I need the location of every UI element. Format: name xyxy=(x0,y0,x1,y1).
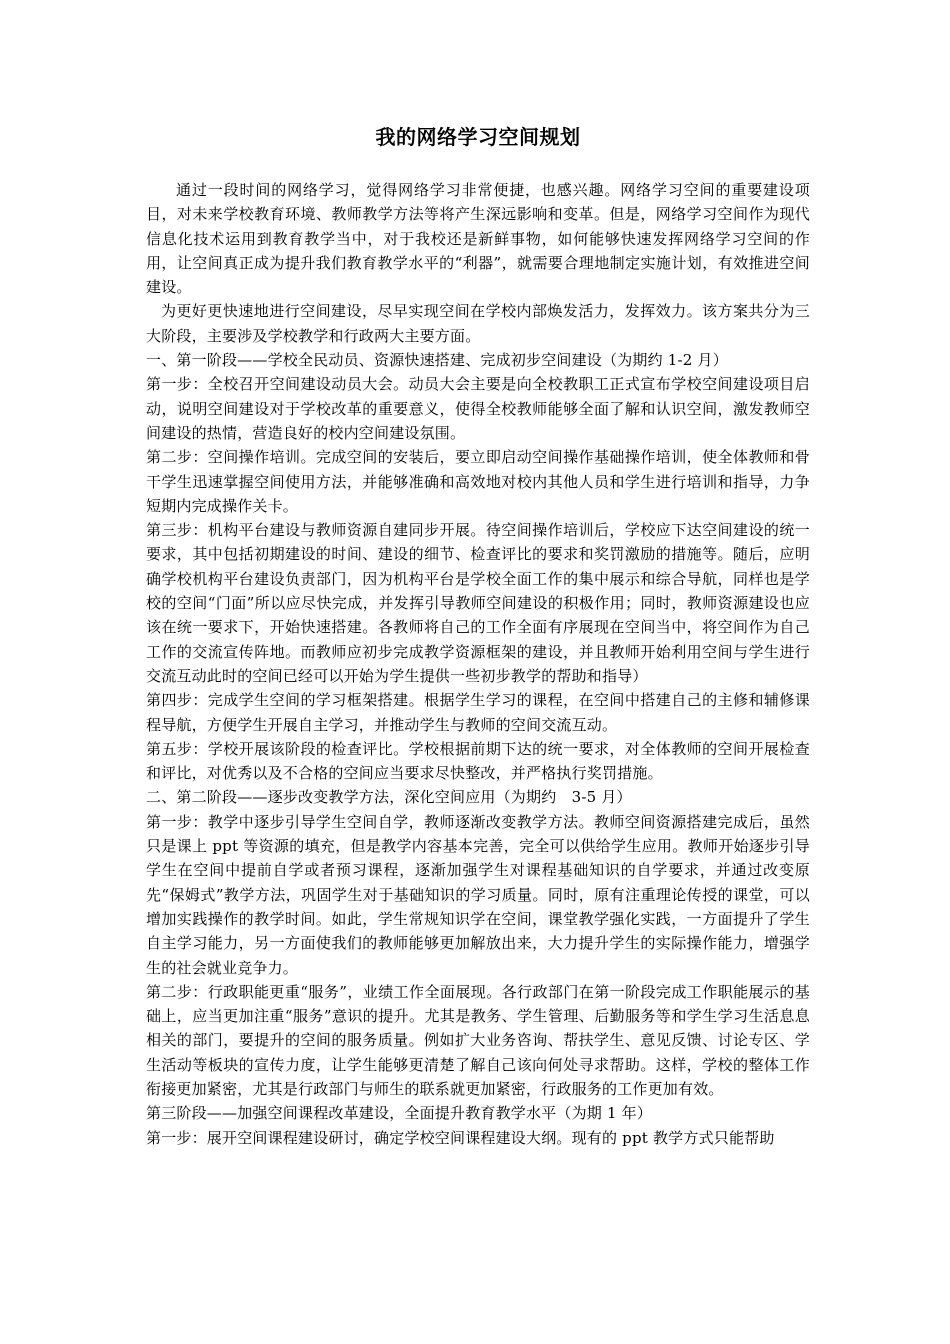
section-heading-stage-1: 一、第一阶段——学校全民动员、资源快速搭建、完成初步空间建设（为期约 1-2 月） xyxy=(146,351,728,370)
paragraph-stage-1-step-3: 第三步：机构平台建设与教师资源自建同步开展。待空间操作培训后，学校应下达空间建设的统一要求，其中包括初期建设的时间、建设的细节、检查评比的要求和奖罚激励的措施等。随后，应明确学校机构平台建设负责部门，因为机构平台是学校全面工作的集中展示和综合导航，同样也是学校的空间“门面”所以应尽快完成，并发挥引导教师空间建设的积极作用；同时，教师资源建设也应该在统一要求下，开始快速搭建。各教师将自己的工作全面有序展现在空间当中，将空间作为自己工作的交流宣传阵地。而教师应初步完成教学资源框架的建设，并且教师开始利用空间与学生进行交流互动此时的空间已经可以开始为学生提供一些初步教学的帮助和指导） xyxy=(146,521,810,685)
section-heading-stage-2: 二、第二阶段——逐步改变教学方法，深化空间应用（为期约 3-5 月） xyxy=(146,788,632,807)
paragraph-overview: 为更好更快速地进行空间建设，尽早实现空间在学校内部焕发活力，发挥效力。该方案共分为三大阶段，主要涉及学校教学和行政两大主要方面。 xyxy=(146,302,810,345)
paragraph-stage-1-step-1: 第一步：全校召开空间建设动员大会。动员大会主要是向全校教职工正式宣布学校空间建设项目启动，说明空间建设对于学校改革的重要意义，使得全校教师能够全面了解和认识空间，激发教师空间建设的热情，营造良好的校内空间建设氛围。 xyxy=(146,375,810,442)
document-page xyxy=(146,122,810,1150)
paragraph-stage-1-step-5: 第五步：学校开展该阶段的检查评比。学校根据前期下达的统一要求，对全体教师的空间开展检查和评比，对优秀以及不合格的空间应当要求尽快整改，并严格执行奖罚措施。 xyxy=(146,739,810,783)
paragraph-stage-2-step-1: 第一步：教学中逐步引导学生空间自学，教师逐渐改变教学方法。教师空间资源搭建完成后，虽然只是课上 ppt 等资源的填充，但是教学内容基本完善，完全可以供给学生应用。教师开始逐步引导学生在空间中提前自学或者预习课程，逐渐加强学生对课程基础知识的自学要求，并通过改变原先“保姆式”教学方法，巩固学生对于基础知识的学习质量。同时，原有注重理论传授的课堂，可以增加实践操作的教学时间。如此，学生常规知识学在空间，课堂教学强化实践，一方面提升了学生自主学习能力，另一方面使我们的教师能够更加解放出来，大力提升学生的实际操作能力，增强学生的社会就业竞争力。 xyxy=(146,812,810,977)
paragraph-stage-3-step-1: 第一步：展开空间课程建设研讨，确定学校空间课程建设大纲。现有的 ppt 教学方式只能帮助 xyxy=(146,1128,775,1147)
paragraph-stage-1-step-4: 第四步：完成学生空间的学习框架搭建。根据学生学习的课程，在空间中搭建自己的主修和辅修课程导航，方便学生开展自主学习，并推动学生与教师的空间交流互动。 xyxy=(146,691,810,734)
document-body xyxy=(146,178,810,1150)
paragraph-intro: 通过一段时间的网络学习，觉得网络学习非常便捷，也感兴趣。网络学习空间的重要建设项目，对未来学校教育环境、教师教学方法等将产生深远影响和变革。但是，网络学习空间作为现代信息化技术运用到教育教学当中，对于我校还是新鲜事物，如何能够快速发挥网络学习空间的作用，让空间真正成为提升我们教育教学水平的“利器”，就需要合理地制定实施计划，有效推进空间建设。 xyxy=(146,181,810,297)
document-title: 我的网络学习空间规划 xyxy=(375,125,581,149)
paragraph-stage-1-step-2: 第二步：空间操作培训。完成空间的安装后，要立即启动空间操作基础操作培训，使全体教师和骨干学生迅速掌握空间使用方法，并能够准确和高效地对校内其他人员和学生进行培训和指导，力争短期内完成操作关卡。 xyxy=(146,448,810,515)
section-heading-stage-3: 第三阶段——加强空间课程改革建设，全面提升教育教学水平（为期 1 年） xyxy=(146,1104,653,1123)
paragraph-stage-2-step-2: 第二步：行政职能更重“服务”，业绩工作全面展现。各行政部门在第一阶段完成工作职能展示的基础上，应当更加注重“服务”意识的提升。尤其是教务、学生管理、后勤服务等和学生学习生活息息相关的部门，要提升的空间的服务质量。例如扩大业务咨询、帮扶学生、意见反馈、讨论专区、学生活动等板块的宣传力度，让学生能够更清楚了解自己该向何处寻求帮助。这样，学校的整体工作衔接更加紧密，尤其是行政部门与师生的联系就更加紧密，行政服务的工作更加有效。 xyxy=(146,982,810,1098)
